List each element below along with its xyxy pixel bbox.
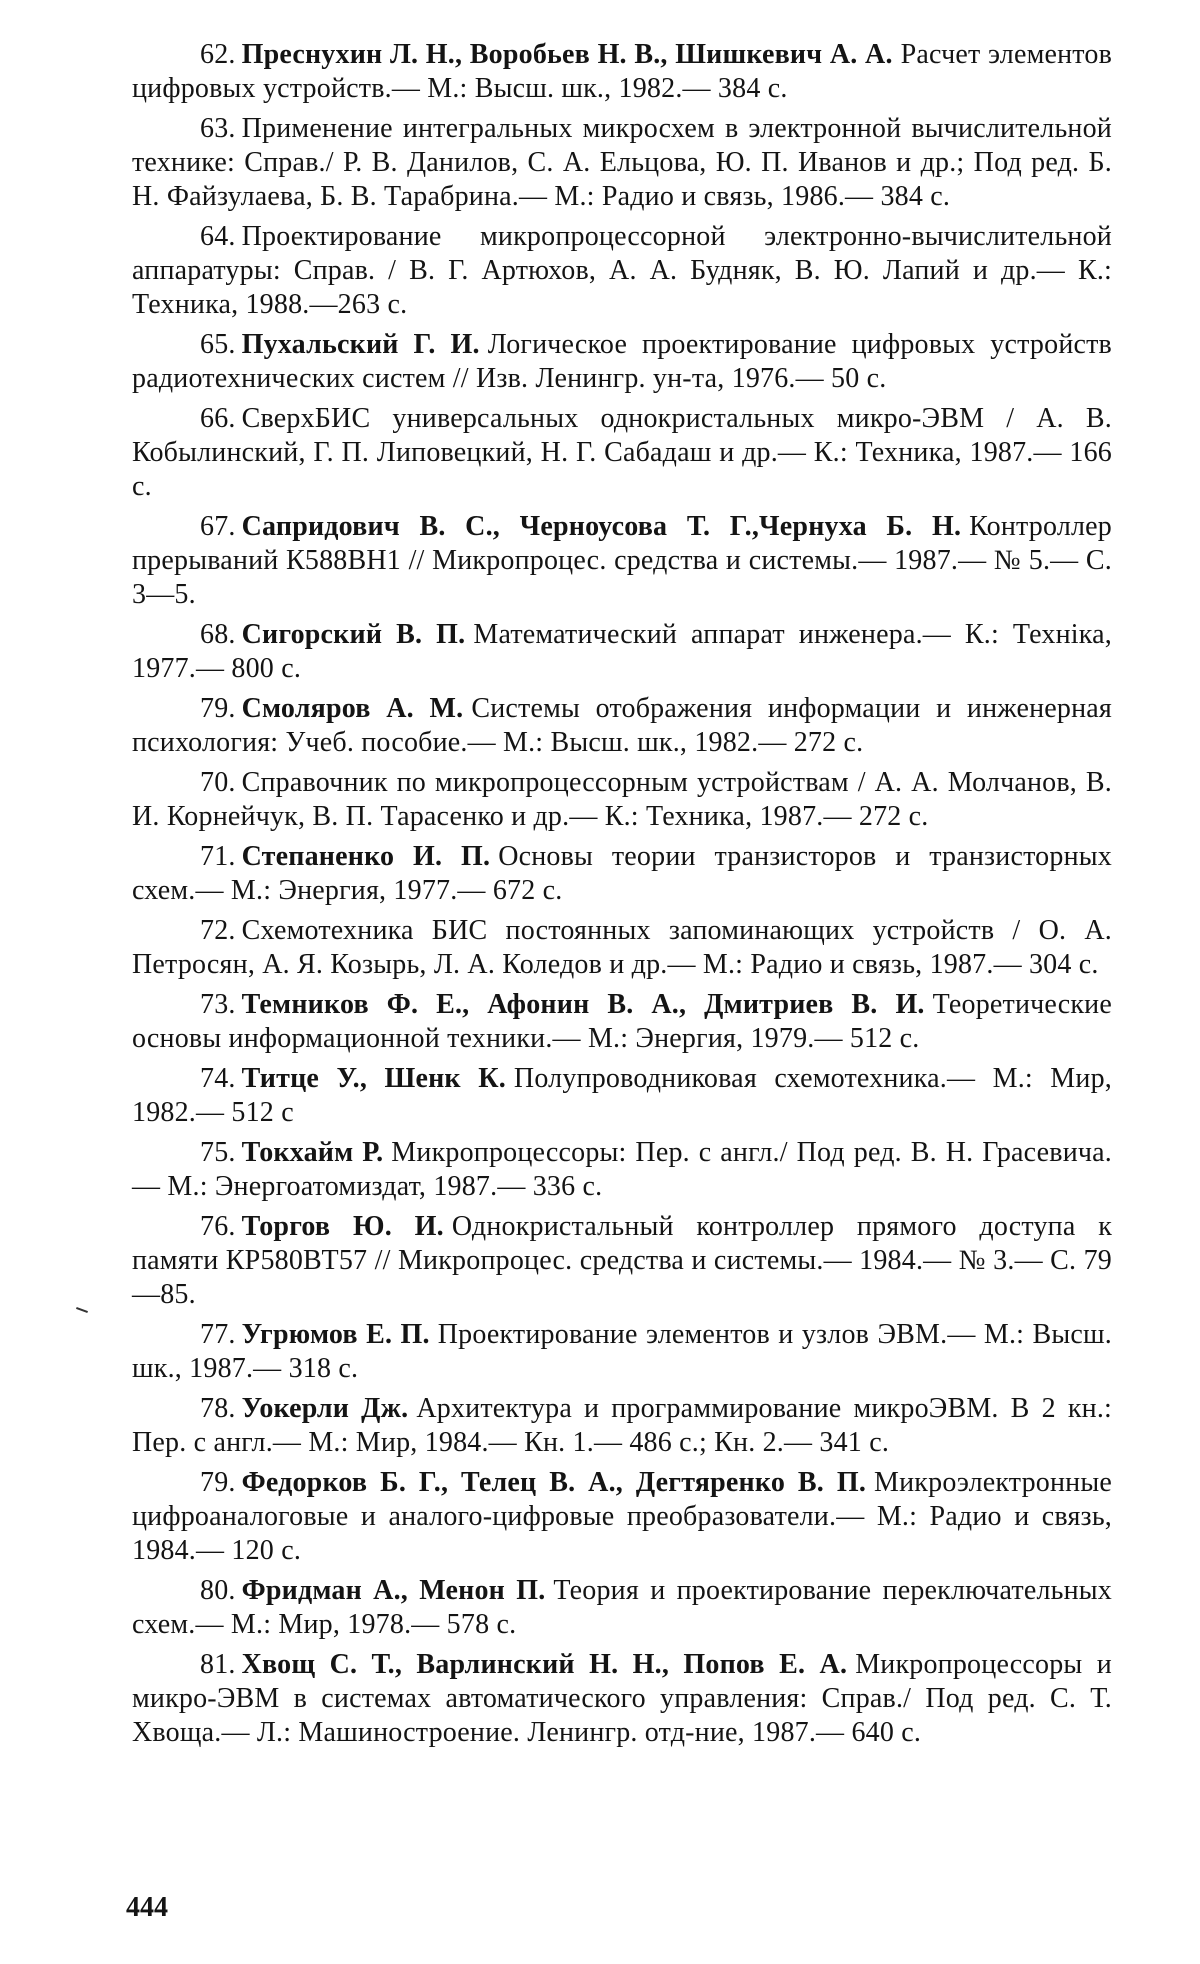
entry-number: 66. xyxy=(200,403,236,434)
entry-number: 79. xyxy=(200,1467,236,1498)
bibliography-entry xyxy=(132,112,1112,214)
entry-text: Микропроцессоры: Пер. с англ./ Под ред. В. Н. Грасевича.— М.: Энергоатомиздат, 1987.— 336 с. xyxy=(132,1137,1112,1202)
bibliography-entry xyxy=(132,988,1112,1056)
entry-author: Уокерли Дж. xyxy=(241,1393,409,1424)
entry-author: Темников Ф. Е., Афонин В. А., Дмитриев В. И. xyxy=(241,989,925,1020)
bibliography-entry xyxy=(132,328,1112,396)
entry-text: Применение интегральных микросхем в электронной вычислительной технике: Справ./ Р. В. Данилов, С. А. Ельцова, Ю. П. Иванов и др.; Под ред. Б. Н. Файзулаева, Б. В. Тарабрина.— М.: Радио и связь, 1986.— 384 с. xyxy=(132,113,1112,212)
entry-number: 62. xyxy=(200,39,236,70)
entry-number: 74. xyxy=(200,1063,236,1094)
bibliography-entry xyxy=(132,840,1112,908)
bibliography-entry xyxy=(132,510,1112,612)
entry-text: Проектирование элементов и узлов ЭВМ.— М.: Высш. шк., 1987.— 318 с. xyxy=(132,1319,1112,1384)
entry-number: 78. xyxy=(200,1393,236,1424)
bibliography-entry xyxy=(132,1392,1112,1460)
bibliography-entry xyxy=(132,220,1112,322)
bibliography-entry xyxy=(132,1136,1112,1204)
entry-number: 72. xyxy=(200,915,236,946)
page-number: 444 xyxy=(126,1892,168,1923)
entry-text: Проектирование микропроцессорной электронно-вычислительной аппаратуры: Справ. / В. Г. Артюхов, А. А. Будняк, В. Ю. Лапий и др.— К.: Техника, 1988.—263 с. xyxy=(132,221,1112,320)
entry-author: Пухальский Г. И. xyxy=(241,329,480,360)
entry-text: Архитектура и программирование микроЭВМ. В 2 кн.: Пер. с англ.— М.: Мир, 1984.— Кн. 1.— 486 с.; Кн. 2.— 341 с. xyxy=(132,1393,1113,1458)
bibliography-entry xyxy=(132,1318,1112,1386)
entry-text: Основы теории транзисторов и транзисторных схем.— М.: Энергия, 1977.— 672 с. xyxy=(132,841,1112,906)
entry-author: Федорков Б. Г., Телец В. А., Дегтяренко В. П. xyxy=(241,1467,867,1498)
entry-text: Математический аппарат инженера.— К.: Техніка, 1977.— 800 с. xyxy=(132,619,1112,684)
bibliography-entry xyxy=(132,1574,1112,1642)
entry-author: Смоляров А. М. xyxy=(241,693,464,724)
entry-author: Хвощ С. Т., Варлинский Н. Н., Попов Е. А. xyxy=(241,1649,848,1680)
entry-number: 79. xyxy=(200,693,236,724)
entry-text: Полупроводниковая схемотехника.— М.: Мир, 1982.— 512 с xyxy=(132,1063,1112,1128)
bibliography-entry xyxy=(132,1466,1112,1568)
bibliography-entry xyxy=(132,766,1112,834)
bibliography-entry xyxy=(132,692,1112,760)
entry-text: Расчет элементов цифровых устройств.— М.: Высш. шк., 1982.— 384 с. xyxy=(132,39,1112,104)
bibliography-entry xyxy=(132,618,1112,686)
entry-author: Торгов Ю. И. xyxy=(241,1211,444,1242)
bibliography-entry xyxy=(132,1210,1112,1312)
bibliography-entry xyxy=(132,1648,1112,1750)
entry-number: 64. xyxy=(200,221,236,252)
entry-text: Логическое проектирование цифровых устройств радиотехнических систем // Изв. Ленингр. ун-та, 1976.— 50 с. xyxy=(132,329,1112,394)
bibliography-entry xyxy=(132,38,1112,106)
entry-number: 73. xyxy=(200,989,236,1020)
entry-number: 71. xyxy=(200,841,236,872)
entry-number: 77. xyxy=(200,1319,236,1350)
entry-text: Микроэлектронные цифроаналоговые и аналого-цифровые преобразователи.— М.: Радио и связь, 1984.— 120 с. xyxy=(132,1467,1112,1566)
bibliography-page xyxy=(132,38,1112,1756)
bibliography-entry xyxy=(132,1062,1112,1130)
entry-text: Контроллер прерываний К588ВН1 // Микропроцес. средства и системы.— 1987.— № 5.— С. 3—5. xyxy=(132,511,1112,610)
entry-text: Системы отображения информации и инженерная психология: Учеб. пособие.— М.: Высш. шк., 1982.— 272 с. xyxy=(132,693,1112,758)
entry-number: 80. xyxy=(200,1575,236,1606)
bibliography-entry xyxy=(132,914,1112,982)
entry-text: Теоретические основы информационной техники.— М.: Энергия, 1979.— 512 с. xyxy=(132,989,1112,1054)
entry-number: 81. xyxy=(200,1649,236,1680)
margin-mark xyxy=(76,1307,88,1313)
entry-author: Титце У., Шенк К. xyxy=(241,1063,506,1094)
entry-number: 76. xyxy=(200,1211,236,1242)
entry-number: 63. xyxy=(200,113,236,144)
entry-author: Сапридович В. С., Черноусова Т. Г.,Чернуха Б. Н. xyxy=(241,511,962,542)
entry-text: СверхБИС универсальных однокристальных микро-ЭВМ / А. В. Кобылинский, Г. П. Липовецкий, Н. Г. Сабадаш и др.— К.: Техника, 1987.— 166 с. xyxy=(132,403,1112,502)
entry-number: 65. xyxy=(200,329,236,360)
entry-text: Теория и проектирование переключательных схем.— М.: Мир, 1978.— 578 с. xyxy=(132,1575,1112,1640)
entry-number: 70. xyxy=(200,767,236,798)
entry-author: Степаненко И. П. xyxy=(241,841,491,872)
entry-number: 68. xyxy=(200,619,236,650)
entry-author: Преснухин Л. Н., Воробьев Н. В., Шишкевич А. А. xyxy=(241,39,893,70)
entry-number: 67. xyxy=(200,511,236,542)
bibliography-entry xyxy=(132,402,1112,504)
entry-author: Токхайм Р. xyxy=(241,1137,384,1168)
entry-text: Микропроцессоры и микро-ЭВМ в системах автоматического управления: Справ./ Под ред. С. Т. Хвоща.— Л.: Машиностроение. Ленингр. отд-ние, 1987.— 640 с. xyxy=(132,1649,1112,1748)
entry-text: Справочник по микропроцессорным устройствам / А. А. Молчанов, В. И. Корнейчук, В. П. Тарасенко и др.— К.: Техника, 1987.— 272 с. xyxy=(132,767,1112,832)
entry-author: Фридман А., Менон П. xyxy=(241,1575,546,1606)
entry-text: Однокристальный контроллер прямого доступа к памяти КР580ВТ57 // Микропроцес. средства и системы.— 1984.— № 3.— С. 79—85. xyxy=(132,1211,1113,1310)
entry-number: 75. xyxy=(200,1137,236,1168)
entry-author: Угрюмов Е. П. xyxy=(241,1319,430,1350)
entry-text: Схемотехника БИС постоянных запоминающих устройств / О. А. Петросян, А. Я. Козырь, Л. А. Коледов и др.— М.: Радио и связь, 1987.— 304 с. xyxy=(132,915,1112,980)
entry-author: Сигорский В. П. xyxy=(241,619,466,650)
